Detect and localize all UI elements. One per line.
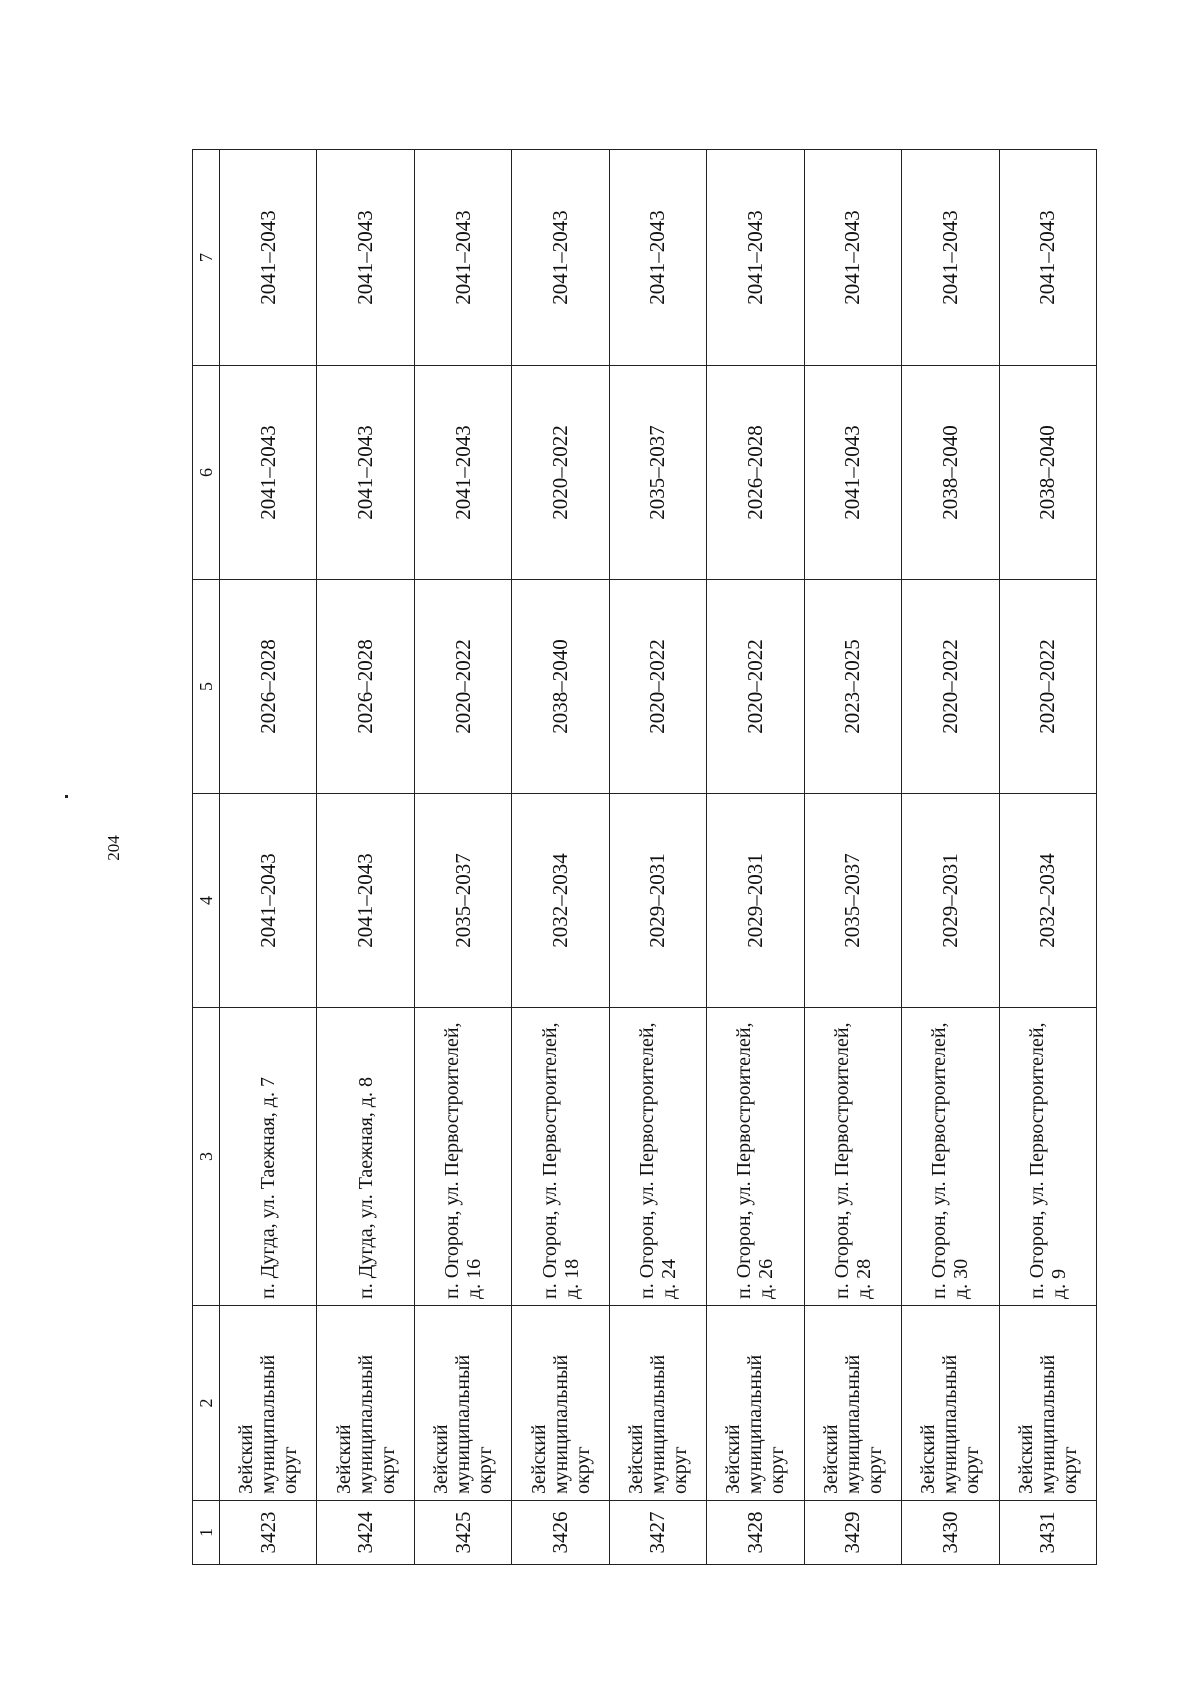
address-cell: п. Огорон, ул. Первостроителей, д. 28 (804, 1008, 901, 1306)
period-cell: 2032–2034 (512, 794, 609, 1008)
period-cell: 2041–2043 (317, 150, 414, 366)
period-cell: 2020–2022 (414, 580, 511, 794)
table-row (902, 150, 999, 1565)
period-cell: 2041–2043 (999, 150, 1097, 366)
row-number: 3423 (220, 1501, 317, 1565)
period-cell: 2029–2031 (609, 794, 706, 1008)
scan-speck (65, 795, 68, 798)
table-header-row (193, 150, 220, 1565)
row-number: 3427 (609, 1501, 706, 1565)
column-header: 4 (193, 794, 220, 1008)
period-cell: 2026–2028 (317, 580, 414, 794)
row-number: 3426 (512, 1501, 609, 1565)
district-cell: Зейский муниципальный округ (804, 1306, 901, 1501)
period-cell: 2041–2043 (317, 366, 414, 580)
period-cell: 2041–2043 (707, 150, 804, 366)
page-number: 204 (104, 835, 123, 861)
period-cell: 2035–2037 (609, 366, 706, 580)
period-cell: 2029–2031 (707, 794, 804, 1008)
column-header: 5 (193, 580, 220, 794)
data-table (192, 149, 1097, 1565)
period-cell: 2032–2034 (999, 794, 1097, 1008)
table-row (220, 150, 317, 1565)
rotated-table-wrapper (192, 150, 1097, 1565)
address-cell: п. Дугда, ул. Таежная, д. 7 (220, 1008, 317, 1306)
period-cell: 2026–2028 (220, 580, 317, 794)
row-number: 3425 (414, 1501, 511, 1565)
row-number: 3428 (707, 1501, 804, 1565)
district-cell: Зейский муниципальный округ (902, 1306, 999, 1501)
row-number: 3431 (999, 1501, 1097, 1565)
table-row (804, 150, 901, 1565)
district-cell: Зейский муниципальный округ (317, 1306, 414, 1501)
row-number: 3429 (804, 1501, 901, 1565)
period-cell: 2041–2043 (804, 150, 901, 366)
period-cell: 2041–2043 (804, 366, 901, 580)
period-cell: 2041–2043 (902, 150, 999, 366)
period-cell: 2020–2022 (707, 580, 804, 794)
district-cell: Зейский муниципальный округ (999, 1306, 1097, 1501)
table-row (512, 150, 609, 1565)
period-cell: 2041–2043 (414, 150, 511, 366)
address-cell: п. Дугда, ул. Таежная, д. 8 (317, 1008, 414, 1306)
period-cell: 2041–2043 (609, 150, 706, 366)
row-number: 3430 (902, 1501, 999, 1565)
address-cell: п. Огорон, ул. Первостроителей, д. 18 (512, 1008, 609, 1306)
period-cell: 2041–2043 (414, 366, 511, 580)
row-number: 3424 (317, 1501, 414, 1565)
table-row (999, 150, 1097, 1565)
table-row (317, 150, 414, 1565)
column-header: 7 (193, 150, 220, 366)
address-cell: п. Огорон, ул. Первостроителей, д. 24 (609, 1008, 706, 1306)
column-header: 3 (193, 1008, 220, 1306)
period-cell: 2029–2031 (902, 794, 999, 1008)
period-cell: 2038–2040 (512, 580, 609, 794)
table-row (609, 150, 706, 1565)
table-row (414, 150, 511, 1565)
period-cell: 2035–2037 (414, 794, 511, 1008)
period-cell: 2038–2040 (902, 366, 999, 580)
period-cell: 2020–2022 (902, 580, 999, 794)
table-row (707, 150, 804, 1565)
district-cell: Зейский муниципальный округ (414, 1306, 511, 1501)
column-header: 1 (193, 1501, 220, 1565)
period-cell: 2020–2022 (512, 366, 609, 580)
period-cell: 2041–2043 (220, 794, 317, 1008)
district-cell: Зейский муниципальный округ (707, 1306, 804, 1501)
district-cell: Зейский муниципальный округ (220, 1306, 317, 1501)
period-cell: 2020–2022 (609, 580, 706, 794)
address-cell: п. Огорон, ул. Первостроителей, д. 30 (902, 1008, 999, 1306)
period-cell: 2041–2043 (220, 150, 317, 366)
period-cell: 2038–2040 (999, 366, 1097, 580)
period-cell: 2035–2037 (804, 794, 901, 1008)
district-cell: Зейский муниципальный округ (512, 1306, 609, 1501)
address-cell: п. Огорон, ул. Первостроителей, д. 16 (414, 1008, 511, 1306)
period-cell: 2041–2043 (220, 366, 317, 580)
district-cell: Зейский муниципальный округ (609, 1306, 706, 1501)
period-cell: 2020–2022 (999, 580, 1097, 794)
address-cell: п. Огорон, ул. Первостроителей, д. 26 (707, 1008, 804, 1306)
column-header: 2 (193, 1306, 220, 1501)
period-cell: 2041–2043 (512, 150, 609, 366)
address-cell: п. Огорон, ул. Первостроителей, д. 9 (999, 1008, 1097, 1306)
period-cell: 2041–2043 (317, 794, 414, 1008)
column-header: 6 (193, 366, 220, 580)
period-cell: 2023–2025 (804, 580, 901, 794)
period-cell: 2026–2028 (707, 366, 804, 580)
